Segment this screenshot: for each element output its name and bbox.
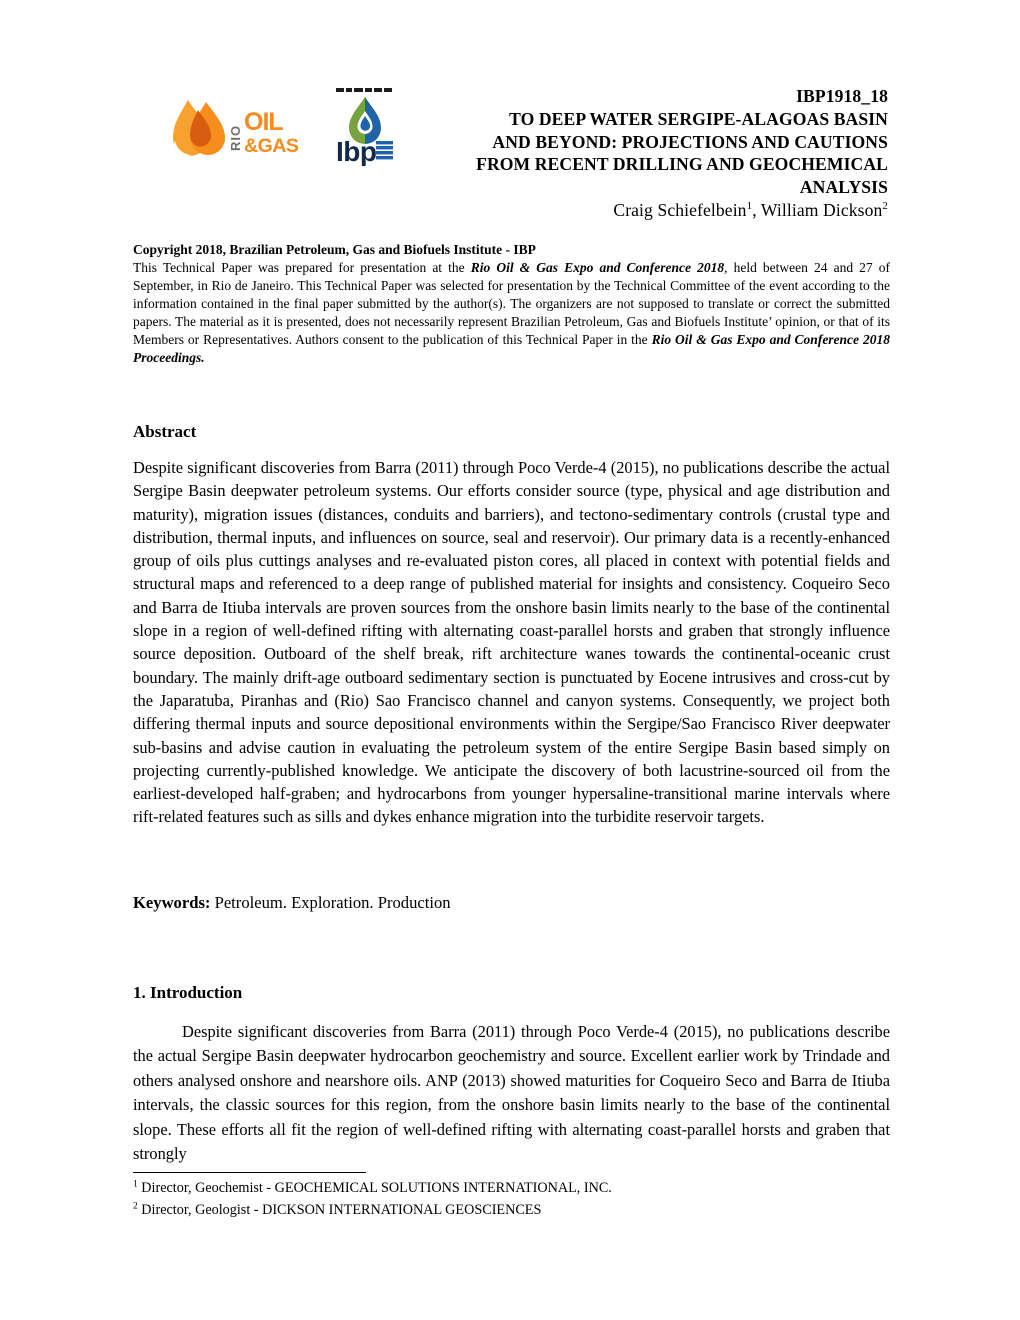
abstract-heading: Abstract — [133, 422, 197, 441]
author-1: Craig Schiefelbein — [613, 199, 747, 220]
paper-title-line: AND BEYOND: PROJECTIONS AND CAUTIONS — [492, 131, 888, 152]
footnotes-block — [133, 1172, 890, 1222]
footnote-1-marker: 1 — [133, 1179, 138, 1190]
footnote-2 — [133, 1199, 890, 1221]
copyright-text: , held between 24 and 27 of September, in Rio de Janeiro. This Technical Paper was selected for presentation by the Technical Committee of the event according to the information contained in the final paper submitted by the author(s). The organizers are not supposed to translate or correct the submitted papers. The material as it is presented, does not necessarily represent Brazilian Petroleum, Gas and Biofuels Institute’ opinion, or that of its Members or Representatives. Authors consent to the publication of this Technical Paper in the — [133, 260, 890, 347]
paper-title-line: FROM RECENT DRILLING AND GEOCHEMICAL — [476, 154, 888, 175]
author-2-footnote-marker: 2 — [882, 200, 888, 213]
footnote-divider — [133, 1172, 366, 1173]
copyright-body — [133, 259, 890, 367]
author-2: William Dickson — [760, 199, 883, 220]
introduction-heading: 1. Introduction — [133, 983, 243, 1002]
abstract-body: Despite significant discoveries from Barra (2011) through Poco Verde-4 (2015), no publications describe the actual Sergipe Basin deepwater petroleum systems. Our efforts consider source (type, physical and age distribution and maturity), migration issues (distances, conduits and barriers), and tectono-sedimentary controls (crustal type and distribution, thermal inputs, and influences on source, seal and reservoir). Our primary data is a recently-enhanced group of oils plus cuttings analyses and re-evaluated piston cores, all placed in context with potential fields and structural maps and referenced to a deep range of published material for insights and consistency. Coqueiro Seco and Barra de Itiuba intervals are proven sources from the onshore basin limits nearly to the base of the continental slope in a region of well-defined rifting with alternating coast-parallel horsts and graben that strongly influence source deposition. Outboard of the shelf break, rift architecture wanes towards the continental-oceanic crust boundary. The mainly drift-age outboard sedimentary section is punctuated by Eocene intrusives and cross-cut by the Japaratuba, Piranhas and (Rio) Sao Francisco channel and canyon systems. Consequently, we project both differing thermal inputs and source depositional environments within the Sergipe/Sao Francisco River deepwater sub-basins and advise caution in evaluating the petroleum system of the entire Sergipe Basin based simply on projecting currently-published knowledge. We anticipate the discovery of both lacustrine-sourced oil from the earliest-developed half-graben; and hydrocarbons from younger hypersaline-transitional marine intervals where rift-related features such as sills and dykes enhance migration into the turbidite reservoir targets. — [133, 458, 890, 827]
gas-label: &GAS — [244, 135, 299, 157]
introduction-body: Despite significant discoveries from Barra (2011) through Poco Verde-4 (2015), no publications describe the actual Sergipe Basin deepwater hydrocarbon geochemistry and source. Excellent earlier work by Trindade and others analysed onshore and nearshore oils. ANP (2013) showed maturities for Coqueiro Seco and Barra de Itiuba intervals, the classic sources for this region, from the onshore basin limits nearly to the base of the continental slope. These efforts all fit the region of well-defined rifting with alternating coast-parallel horsts and graben that strongly — [133, 1022, 890, 1164]
footnote-2-text: Director, Geologist - DICKSON INTERNATIONAL GEOSCIENCES — [137, 1202, 542, 1219]
author-separator: , — [752, 199, 761, 220]
copyright-block — [133, 241, 890, 367]
keywords-label: Keywords: — [133, 893, 211, 912]
keywords-text: Petroleum. Exploration. Production — [210, 893, 451, 912]
oil-label: OIL — [244, 108, 283, 136]
proceedings-name: Rio Oil & Gas Expo and Conference 2018 Proceedings. — [133, 332, 890, 365]
conference-name: Rio Oil & Gas Expo and Conference 2018 — [470, 260, 725, 275]
keywords-line — [133, 893, 890, 913]
copyright-text: This Technical Paper was prepared for presentation at the — [133, 260, 471, 275]
rio-oil-gas-logo-graphic — [170, 95, 302, 165]
paper-title-line: TO DEEP WATER SERGIPE-ALAGOAS BASIN — [509, 108, 888, 129]
paper-title-line: ANALYSIS — [799, 177, 888, 198]
title-block — [288, 85, 888, 222]
footnote-2-marker: 2 — [133, 1201, 138, 1212]
authors-line — [288, 199, 888, 222]
rio-vertical-label: RIO — [228, 124, 243, 151]
author-1-footnote-marker: 1 — [746, 200, 753, 213]
rio-oil-gas-logo — [170, 95, 302, 165]
footnote-1-text: Director, Geochemist - GEOCHEMICAL SOLUTIONS INTERNATIONAL, INC. — [137, 1180, 612, 1196]
ibp-wordmark: Ibp — [336, 136, 377, 166]
footnote-1 — [133, 1177, 890, 1199]
paper-id: IBP1918_18 — [796, 86, 888, 106]
copyright-heading: Copyright 2018, Brazilian Petroleum, Gas and Biofuels Institute - IBP — [133, 242, 536, 257]
